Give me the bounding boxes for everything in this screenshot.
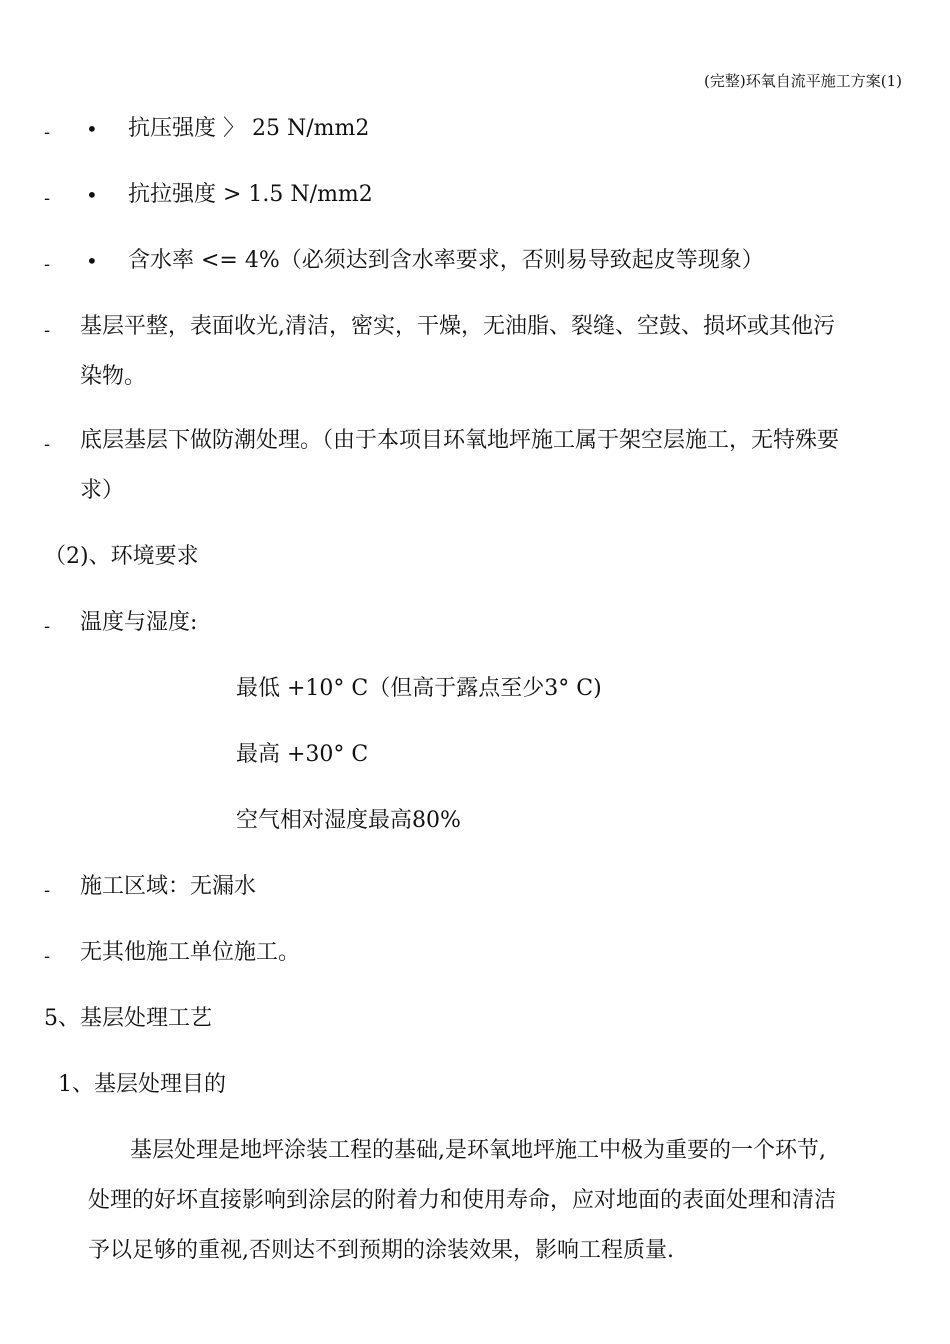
paragraph-line-1: 基层处理是地坪涂装工程的基础,是环氧地坪施工中极为重要的一个环节, — [130, 1138, 826, 1163]
page-header: (完整)环氧自流平施工方案(1) — [704, 72, 902, 90]
dash-marker: - — [44, 320, 51, 341]
paragraph-line-2: 处理的好坏直接影响到涂层的附着力和使用寿命，应对地面的表面处理和清洁 — [88, 1188, 837, 1213]
dash-marker: - — [44, 616, 51, 637]
item-moisture-proof-line2: 求） — [80, 478, 125, 503]
site-no-leak: 施工区域：无漏水 — [80, 874, 257, 899]
item-moisture-proof-line1: 底层基层下做防潮处理。（由于本项目环氧地坪施工属于架空层施工，无特殊要 — [80, 428, 840, 453]
dash-marker: - — [44, 880, 51, 901]
bullet-moisture-content: 含水率 <= 4%（必须达到含水率要求，否则易导致起皮等现象） — [128, 248, 764, 273]
dash-marker: - — [44, 254, 51, 275]
temp-min: 最低 +10° C（但高于露点至少3° C) — [236, 676, 602, 701]
bullet-marker: • — [86, 183, 98, 207]
bullet-compressive-strength: 抗压强度 〉 25 N/mm2 — [128, 116, 370, 141]
site-no-other-contractors: 无其他施工单位施工。 — [80, 940, 301, 965]
env-heading: （2)、环境要求 — [44, 544, 199, 569]
item-base-flat-line2: 染物。 — [80, 364, 147, 389]
temp-humidity-label: 温度与湿度: — [80, 610, 198, 635]
humidity-max: 空气相对湿度最高80% — [236, 808, 461, 833]
item-base-flat-line1: 基层平整，表面收光,清洁，密实，干燥，无油脂、裂缝、空鼓、损坏或其他污 — [80, 314, 835, 339]
dash-marker: - — [44, 122, 51, 143]
dash-marker: - — [44, 188, 51, 209]
paragraph-line-3: 予以足够的重视,否则达不到预期的涂装效果，影响工程质量. — [88, 1238, 674, 1263]
bullet-marker: • — [86, 249, 98, 273]
bullet-marker: • — [86, 117, 98, 141]
dash-marker: - — [44, 946, 51, 967]
bullet-tensile-strength: 抗拉强度 > 1.5 N/mm2 — [128, 182, 373, 207]
subsection-1-heading: 1、基层处理目的 — [58, 1072, 226, 1097]
dash-marker: - — [44, 434, 51, 455]
section-5-heading: 5、基层处理工艺 — [44, 1006, 212, 1031]
temp-max: 最高 +30° C — [236, 742, 369, 767]
